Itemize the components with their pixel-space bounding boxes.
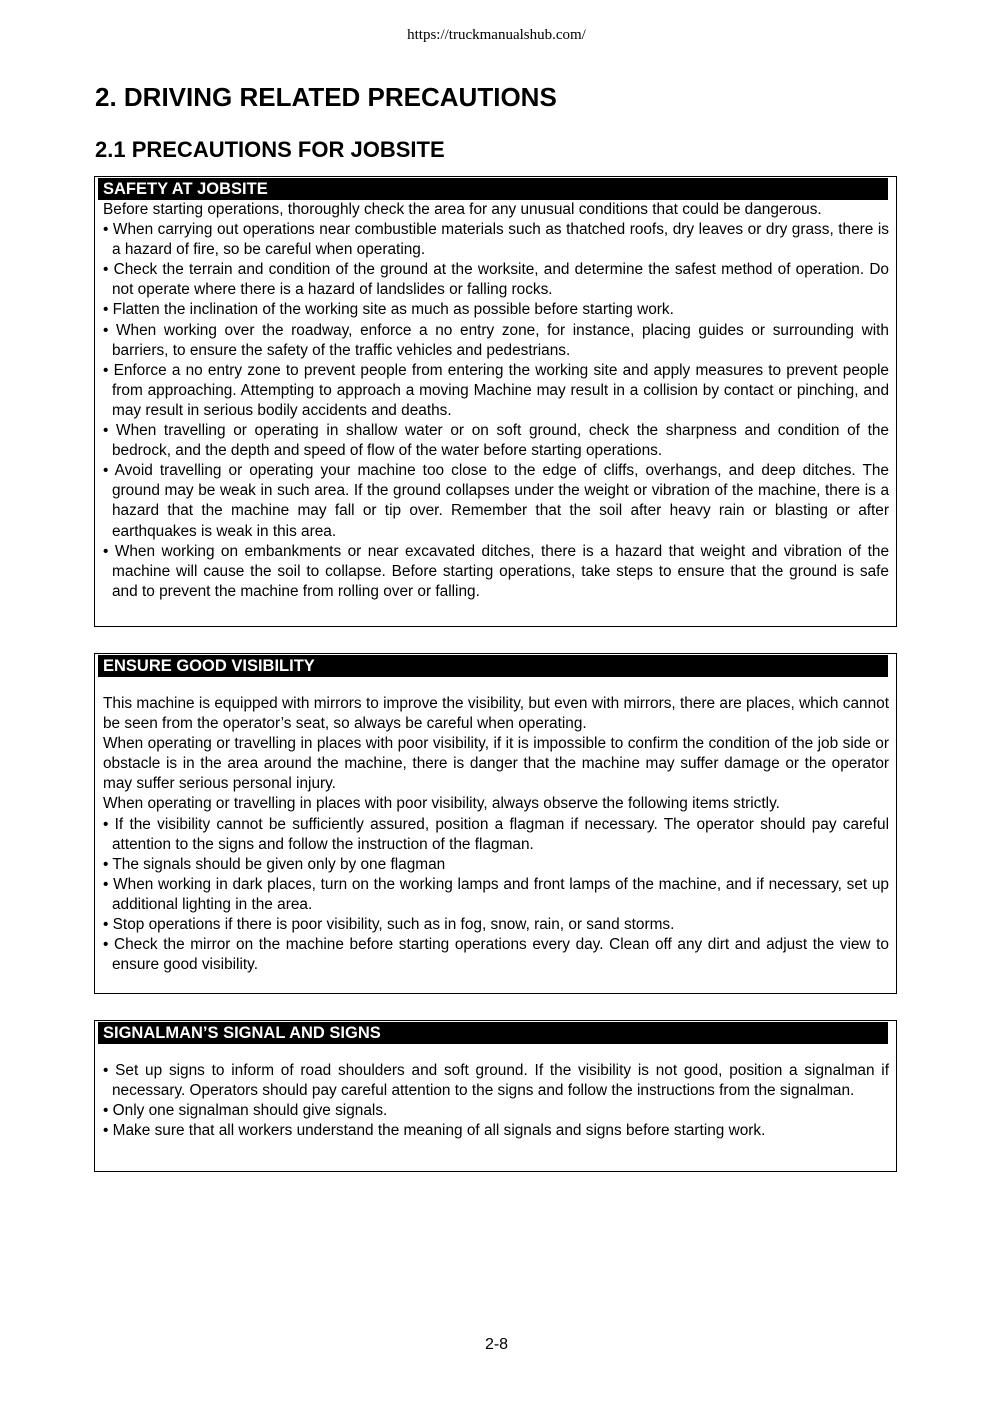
ensure-good-visibility-box bbox=[94, 653, 897, 994]
section-title: 2. DRIVING RELATED PRECAUTIONS bbox=[95, 82, 557, 112]
bullet-item: • Only one signalman should give signals. bbox=[103, 1102, 388, 1120]
bullet-item: • Set up signs to inform of road shoulders and soft ground. If the visibility is not good, position a signalman if necessary. Operators should pay careful attention to the signs and follow the instructions from the signalman. bbox=[103, 1062, 889, 1100]
bullet-item: • If the visibility cannot be sufficiently assured, position a flagman if necessary. The operator should pay careful attention to the signs and follow the instruction of the flagman. bbox=[103, 815, 889, 853]
box-body bbox=[95, 200, 896, 602]
intro-paragraph: Before starting operations, thoroughly check the area for any unusual conditions that could be dangerous. bbox=[103, 201, 822, 218]
bullet-item: • When working over the roadway, enforce a no entry zone, for instance, placing guides or surrounding with barriers, to ensure the safety of the traffic vehicles and pedestrians. bbox=[103, 321, 889, 359]
bullet-item: • Enforce a no entry zone to prevent people from entering the working site and apply measures to prevent people from approaching. Attempting to approach a moving Machine may result in a collision by contact or pinching, and may result in serious bodily accidents and deaths. bbox=[103, 361, 889, 419]
bullet-item: • Avoid travelling or operating your machine too close to the edge of cliffs, overhangs, and deep ditches. The ground may be weak in such area. If the ground collapses under the weight or vibration of the machine, there is a hazard that the machine may fall or tip over. Remember that the soil after heavy rain or blasting or after earthquakes is weak in this area. bbox=[103, 462, 889, 540]
bullet-item: • When travelling or operating in shallow water or on soft ground, check the sharpness and condition of the bedrock, and the depth and speed of flow of the water before starting operations. bbox=[103, 422, 889, 460]
bullet-item: • Check the terrain and condition of the ground at the worksite, and determine the safest method of operation. Do not operate where there is a hazard of landslides or falling rocks. bbox=[103, 261, 889, 299]
bullet-item: • Stop operations if there is poor visibility, such as in fog, snow, rain, or sand storms. bbox=[103, 916, 675, 934]
box-title: ENSURE GOOD VISIBILITY bbox=[98, 655, 888, 677]
page-number: 2-8 bbox=[484, 1336, 509, 1353]
box-body bbox=[95, 1044, 896, 1141]
box-body bbox=[95, 677, 896, 975]
bullet-item: • When carrying out operations near combustible materials such as thatched roofs, dry leaves or dry grass, there is a hazard of fire, so be careful when operating. bbox=[103, 221, 889, 259]
bullet-item: • Check the mirror on the machine before starting operations every day. Clean off any dirt and adjust the view to ensure good visibility. bbox=[103, 936, 889, 974]
paragraph: When operating or travelling in places with poor visibility, always observe the following items strictly. bbox=[103, 795, 780, 813]
box-title: SAFETY AT JOBSITE bbox=[98, 178, 888, 200]
safety-at-jobsite-box bbox=[94, 176, 897, 627]
bullet-item: • When working in dark places, turn on the working lamps and front lamps of the machine, and if necessary, set up additional lighting in the area. bbox=[103, 875, 889, 913]
bullet-item: • Make sure that all workers understand the meaning of all signals and signs before starting work. bbox=[103, 1122, 766, 1140]
signalman-signal-and-signs-box bbox=[94, 1020, 897, 1172]
bullet-item: • The signals should be given only by one flagman bbox=[103, 855, 446, 873]
source-url[interactable]: https://truckmanualshub.com/ bbox=[407, 27, 586, 43]
box-title: SIGNALMAN’S SIGNAL AND SIGNS bbox=[98, 1022, 888, 1044]
paragraph: This machine is equipped with mirrors to improve the visibility, but even with mirrors, there are places, which cannot be seen from the operator’s seat, so always be careful when operating. bbox=[103, 695, 889, 733]
subsection-title: 2.1 PRECAUTIONS FOR JOBSITE bbox=[95, 137, 445, 162]
paragraph: When operating or travelling in places with poor visibility, if it is impossible to confirm the condition of the job side or obstacle is in the area around the machine, there is danger that the machine may suffer damage or the operator may suffer serious personal injury. bbox=[103, 735, 889, 793]
bullet-item: • Flatten the inclination of the working site as much as possible before starting work. bbox=[103, 301, 674, 319]
bullet-item: • When working on embankments or near excavated ditches, there is a hazard that weight and vibration of the machine will cause the soil to collapse. Before starting operations, take steps to ensure that the ground is safe and to prevent the machine from rolling over or falling. bbox=[103, 542, 889, 600]
